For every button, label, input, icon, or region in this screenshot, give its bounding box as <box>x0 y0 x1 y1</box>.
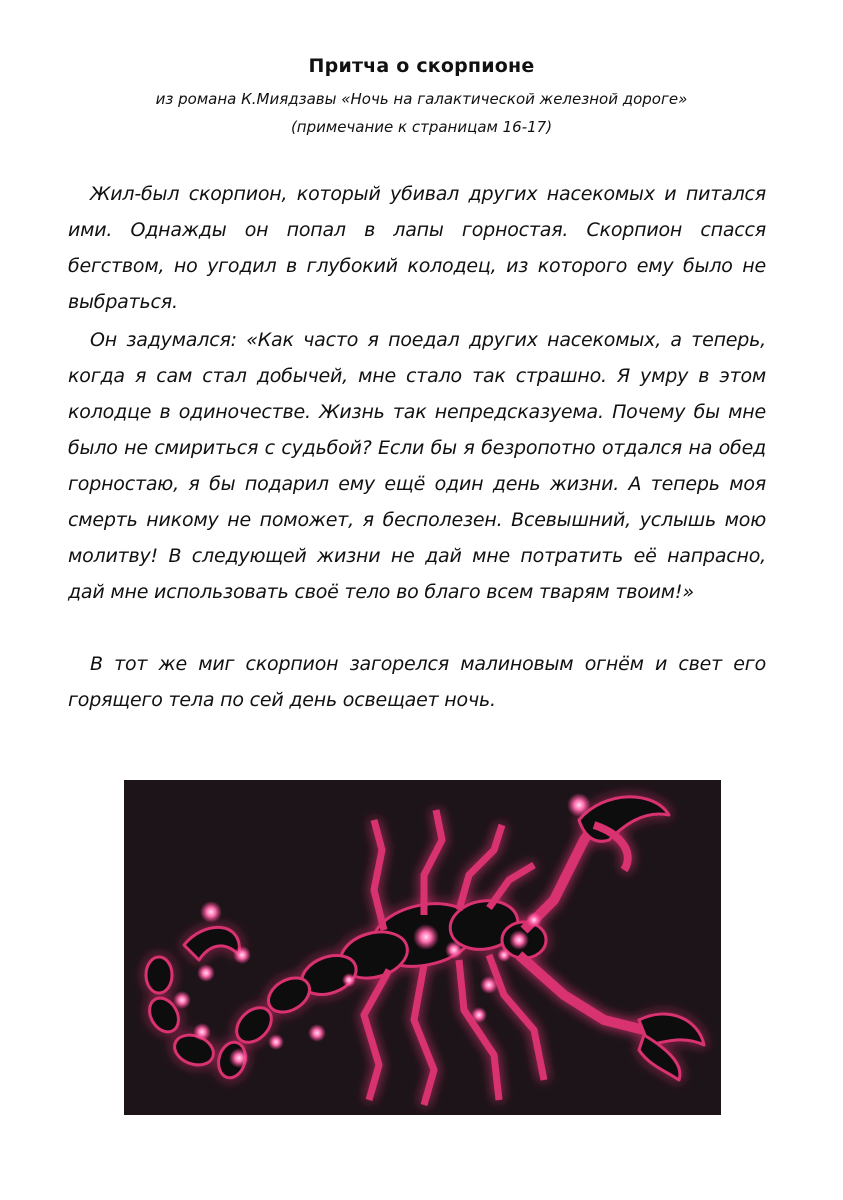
star <box>480 976 498 994</box>
star <box>173 991 191 1009</box>
paragraph-2: Он задумался: «Как часто я поедал других насекомых, а теперь, когда я сам стал добычей, мне стало так страшно. Я умру в этом колодце в одиночестве. Жизнь так непредсказуема. Почему бы мне было не смириться с судьбой? Если бы я безропотно отдался на обед горностаю, я бы подарил ему ещё один день жизни. А теперь моя смерть никому не поможет, я бесполезен. Всевышний, услышь мою молитву! В следующей жизни не дай мне потратить её напрасно, дай мне использовать своё тело во благо всем тварям твоим!» <box>68 329 766 603</box>
star <box>197 964 215 982</box>
star <box>229 1048 249 1068</box>
star <box>342 973 356 987</box>
star <box>509 930 529 950</box>
star <box>268 1034 284 1050</box>
star <box>445 941 463 959</box>
star <box>308 1024 326 1042</box>
document-subtitle-source: из романа К.Миядзавы «Ночь на галактической железной дороге» <box>155 90 688 108</box>
star <box>233 946 251 964</box>
star <box>497 948 511 962</box>
star <box>526 912 542 928</box>
star <box>413 924 439 950</box>
star <box>471 1007 487 1023</box>
paragraph-1: Жил-был скорпион, который убивал других насекомых и питался ими. Однажды он попал в лапы горностая. Скорпион спасся бегством, но угодил в глубокий колодец, из которого ему было не выбраться. <box>68 183 766 313</box>
scorpion-illustration <box>124 780 721 1115</box>
paragraph-3: В тот же миг скорпион загорелся малиновым огнём и свет его горящего тела по сей день освещает ночь. <box>68 653 766 711</box>
star <box>567 793 591 817</box>
star <box>193 1023 211 1041</box>
scorpion-constellation-image <box>124 780 721 1115</box>
star <box>200 901 222 923</box>
document-subtitle-note: (примечание к страницам 16-17) <box>290 118 553 136</box>
document-title: Притча о скорпионе <box>308 55 535 77</box>
